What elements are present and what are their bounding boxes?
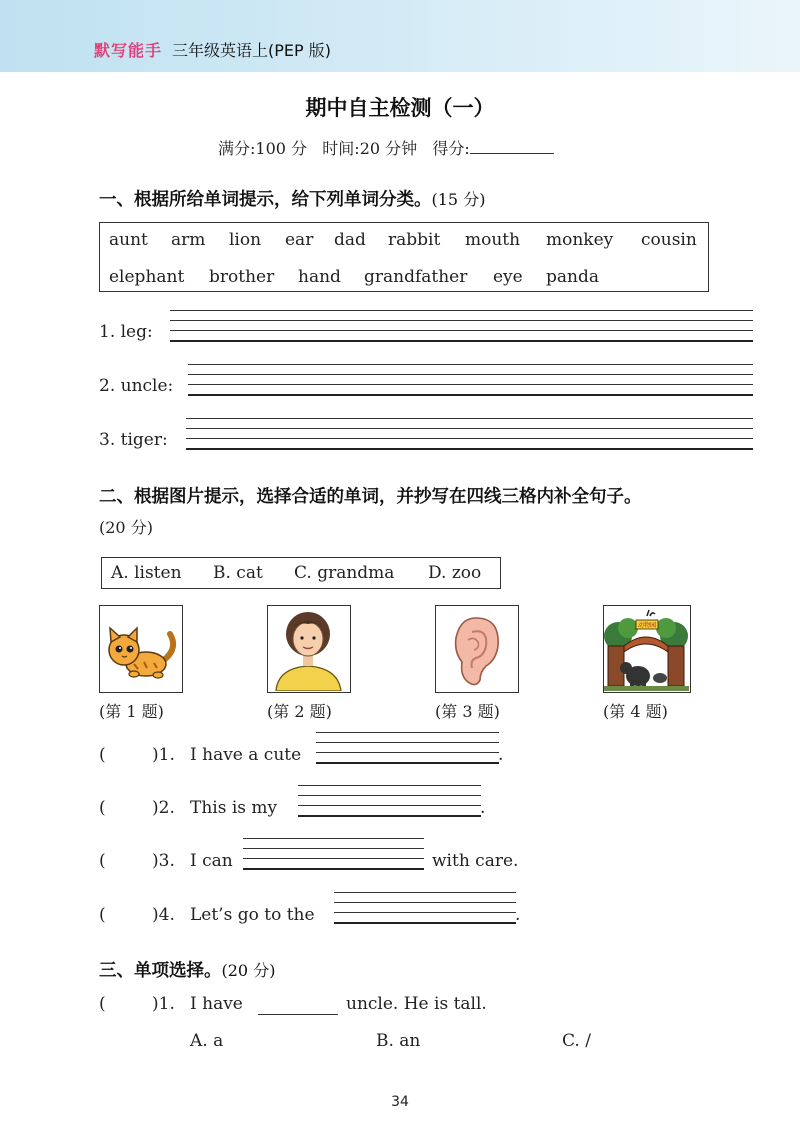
word: cousin [641,230,697,250]
question-number: )1. [152,994,175,1014]
zoo-picture [603,605,691,693]
page-number: 34 [391,1094,409,1110]
section2-heading: 二、根据图片提示，选择合适的单词，并抄写在四线三格内补全句子。 [99,487,642,507]
word: panda [546,267,599,287]
word: dad [334,230,366,250]
word: aunt [109,230,148,250]
option-c: C. grandma [294,563,395,583]
ear-picture [435,605,519,693]
question-text: I have a cute [190,745,302,765]
question-number: )3. [152,851,175,871]
question-end: . [515,905,521,925]
section3-heading [99,957,275,982]
answer-lines-tiger[interactable] [186,416,753,456]
four-line-grid-q4[interactable] [334,890,516,928]
word: monkey [546,230,614,250]
word: arm [171,230,206,250]
word: eye [493,267,523,287]
answer-paren-q1[interactable] [116,745,152,765]
section1-heading [99,186,485,211]
answer-lines-uncle[interactable] [188,362,753,402]
four-line-grid-q3[interactable] [243,836,424,874]
choice-b[interactable]: B. an [376,1031,421,1051]
question-text: I can [190,851,233,871]
paren-open: ( [99,851,106,871]
caption-q4: (第 4 题) [603,702,668,721]
option-b: B. cat [213,563,263,583]
question-text: I have [190,994,243,1014]
answer-paren-q2[interactable] [116,798,152,818]
caption-q2: (第 2 题) [267,702,332,721]
book-subtitle: 三年级英语上(PEP 版) [172,41,331,60]
word: rabbit [388,230,441,250]
question-end: . [480,798,486,818]
option-a: A. listen [111,563,182,583]
caption-q3: (第 3 题) [435,702,500,721]
section3-points: (20 分) [221,961,276,980]
word: mouth [465,230,521,250]
answer-paren-q4[interactable] [116,905,152,925]
paren-open: ( [99,798,106,818]
option-d: D. zoo [428,563,482,583]
ear-icon [436,606,517,691]
question-text: This is my [190,798,278,818]
question-end: . [498,745,504,765]
paren-open: ( [99,905,106,925]
item-label-leg: 1. leg: [99,322,153,342]
zoo-sign-text: 动物园 [637,622,657,629]
word: ear [285,230,314,250]
header-band [0,0,800,72]
word: brother [209,267,275,287]
paren-open: ( [99,745,106,765]
four-line-grid-q1[interactable] [316,730,499,768]
score-blank[interactable] [470,137,554,154]
section1-points: (15 分) [431,190,486,209]
question-end: uncle. He is tall. [346,994,487,1014]
grandma-icon [268,606,349,691]
answer-blank-s3q1[interactable] [258,1014,338,1015]
choice-a[interactable]: A. a [190,1031,224,1051]
brand-logo: 默写能手 [94,41,163,60]
grandma-picture [267,605,351,693]
question-number: )2. [152,798,175,818]
question-text: Let’s go to the [190,905,315,925]
score-label: 得分: [432,139,470,158]
paren-open: ( [99,994,106,1014]
section3-title: 三、单项选择。 [99,961,222,981]
word: elephant [109,267,185,287]
four-line-grid-q2[interactable] [298,783,481,821]
word: lion [229,230,262,250]
answer-paren-s3q1[interactable] [116,994,152,1014]
time-limit: 时间:20 分钟 [322,139,418,158]
item-label-tiger: 3. tiger: [99,430,168,450]
question-number: )1. [152,745,175,765]
choice-c[interactable]: C. / [562,1031,591,1051]
cat-icon [100,606,181,691]
zoo-icon [604,606,689,691]
item-label-uncle: 2. uncle: [99,376,174,396]
answer-lines-leg[interactable] [170,308,753,348]
section1-title: 一、根据所给单词提示，给下列单词分类。 [99,190,432,210]
question-number: )4. [152,905,175,925]
score-info [218,136,554,159]
full-score: 满分:100 分 [218,139,308,158]
question-end: with care. [432,851,519,871]
word: grandfather [364,267,468,287]
word: hand [298,267,341,287]
cat-picture [99,605,183,693]
page-title: 期中自主检测（一） [305,96,495,120]
section2-points: (20 分) [99,518,153,537]
answer-paren-q3[interactable] [116,851,152,871]
caption-q1: (第 1 题) [99,702,164,721]
